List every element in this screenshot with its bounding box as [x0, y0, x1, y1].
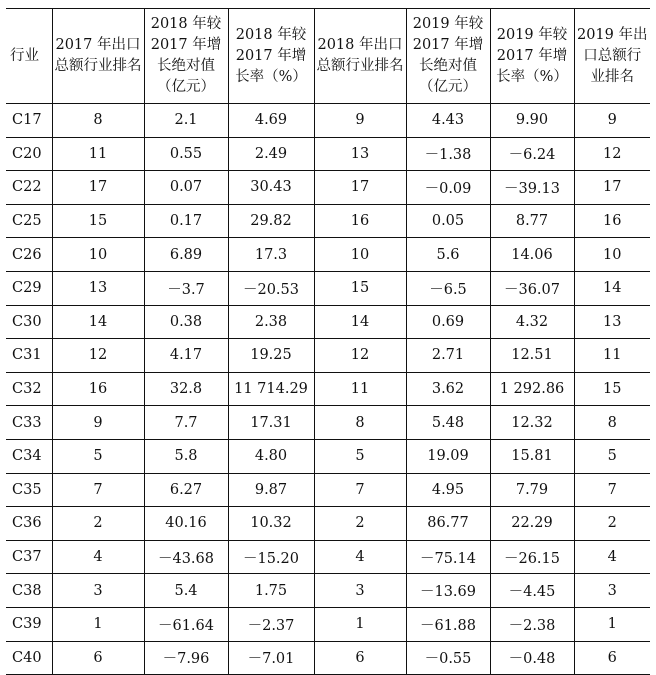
abs-growth-2018-cell: －61.64 — [144, 607, 228, 641]
table-row — [6, 641, 650, 675]
rank-2017-cell: 4 — [52, 540, 144, 574]
abs-growth-2019-cell: －61.88 — [406, 607, 490, 641]
abs-growth-2019-cell: －0.55 — [406, 641, 490, 675]
header-industry: 行业 — [6, 9, 52, 104]
rank-2019-cell: 13 — [574, 305, 650, 339]
header-2017-rank: 2017 年出口总额行业排名 — [52, 9, 144, 104]
rank-2018-cell: 15 — [314, 271, 406, 305]
table-row — [6, 439, 650, 473]
abs-growth-2018-cell: 6.27 — [144, 473, 228, 507]
industry-code-cell: C34 — [6, 439, 52, 473]
rank-2018-cell: 17 — [314, 171, 406, 205]
table-row — [6, 137, 650, 171]
abs-growth-2019-cell: 19.09 — [406, 439, 490, 473]
abs-growth-2018-cell: 5.4 — [144, 574, 228, 608]
growth-rate-2019-cell: －4.45 — [490, 574, 574, 608]
rank-2017-cell: 5 — [52, 439, 144, 473]
export-ranking-table — [6, 8, 650, 675]
table-row — [6, 574, 650, 608]
table-row — [6, 305, 650, 339]
rank-2018-cell: 3 — [314, 574, 406, 608]
rank-2019-cell: 8 — [574, 406, 650, 440]
industry-code-cell: C30 — [6, 305, 52, 339]
growth-rate-2018-cell: －15.20 — [228, 540, 314, 574]
growth-rate-2019-cell: 14.06 — [490, 238, 574, 272]
table-row — [6, 406, 650, 440]
rank-2019-cell: 16 — [574, 204, 650, 238]
growth-rate-2019-cell: －36.07 — [490, 271, 574, 305]
table-header — [6, 9, 650, 104]
abs-growth-2019-cell: 0.05 — [406, 204, 490, 238]
growth-rate-2018-cell: 2.38 — [228, 305, 314, 339]
rank-2018-cell: 11 — [314, 372, 406, 406]
industry-code-cell: C32 — [6, 372, 52, 406]
abs-growth-2018-cell: －3.7 — [144, 271, 228, 305]
growth-rate-2019-cell: 7.79 — [490, 473, 574, 507]
growth-rate-2019-cell: －6.24 — [490, 137, 574, 171]
growth-rate-2018-cell: 1.75 — [228, 574, 314, 608]
table-row — [6, 607, 650, 641]
growth-rate-2018-cell: 10.32 — [228, 507, 314, 541]
rank-2019-cell: 17 — [574, 171, 650, 205]
rank-2017-cell: 10 — [52, 238, 144, 272]
rank-2017-cell: 14 — [52, 305, 144, 339]
growth-rate-2018-cell: 9.87 — [228, 473, 314, 507]
abs-growth-2018-cell: 40.16 — [144, 507, 228, 541]
rank-2017-cell: 2 — [52, 507, 144, 541]
rank-2019-cell: 7 — [574, 473, 650, 507]
industry-code-cell: C40 — [6, 641, 52, 675]
table-row — [6, 238, 650, 272]
abs-growth-2018-cell: 2.1 — [144, 104, 228, 138]
abs-growth-2018-cell: 6.89 — [144, 238, 228, 272]
header-2019-rank: 2019 年出口总额行业排名 — [574, 9, 650, 104]
industry-code-cell: C36 — [6, 507, 52, 541]
growth-rate-2018-cell: 19.25 — [228, 339, 314, 373]
abs-growth-2019-cell: 2.71 — [406, 339, 490, 373]
industry-code-cell: C38 — [6, 574, 52, 608]
growth-rate-2018-cell: 4.69 — [228, 104, 314, 138]
rank-2017-cell: 16 — [52, 372, 144, 406]
rank-2017-cell: 15 — [52, 204, 144, 238]
abs-growth-2019-cell: 4.95 — [406, 473, 490, 507]
rank-2018-cell: 13 — [314, 137, 406, 171]
industry-code-cell: C39 — [6, 607, 52, 641]
rank-2017-cell: 13 — [52, 271, 144, 305]
growth-rate-2018-cell: －7.01 — [228, 641, 314, 675]
abs-growth-2018-cell: －7.96 — [144, 641, 228, 675]
rank-2019-cell: 4 — [574, 540, 650, 574]
header-2018-growth-rate: 2018 年较2017 年增长率（%） — [228, 9, 314, 104]
abs-growth-2018-cell: 0.07 — [144, 171, 228, 205]
header-2019-abs-growth: 2019 年较2017 年增长绝对值（亿元） — [406, 9, 490, 104]
table-row — [6, 507, 650, 541]
rank-2018-cell: 12 — [314, 339, 406, 373]
growth-rate-2018-cell: 17.31 — [228, 406, 314, 440]
abs-growth-2019-cell: －0.09 — [406, 171, 490, 205]
growth-rate-2019-cell: －26.15 — [490, 540, 574, 574]
growth-rate-2019-cell: 22.29 — [490, 507, 574, 541]
industry-code-cell: C37 — [6, 540, 52, 574]
rank-2019-cell: 6 — [574, 641, 650, 675]
rank-2019-cell: 1 — [574, 607, 650, 641]
table-row — [6, 339, 650, 373]
abs-growth-2019-cell: －1.38 — [406, 137, 490, 171]
rank-2019-cell: 5 — [574, 439, 650, 473]
rank-2019-cell: 2 — [574, 507, 650, 541]
industry-code-cell: C22 — [6, 171, 52, 205]
rank-2017-cell: 8 — [52, 104, 144, 138]
rank-2019-cell: 3 — [574, 574, 650, 608]
growth-rate-2019-cell: －39.13 — [490, 171, 574, 205]
industry-code-cell: C33 — [6, 406, 52, 440]
abs-growth-2019-cell: 0.69 — [406, 305, 490, 339]
header-row — [6, 9, 650, 104]
abs-growth-2018-cell: 7.7 — [144, 406, 228, 440]
abs-growth-2018-cell: 0.55 — [144, 137, 228, 171]
rank-2017-cell: 7 — [52, 473, 144, 507]
industry-code-cell: C25 — [6, 204, 52, 238]
growth-rate-2018-cell: 30.43 — [228, 171, 314, 205]
rank-2019-cell: 12 — [574, 137, 650, 171]
industry-code-cell: C17 — [6, 104, 52, 138]
rank-2018-cell: 2 — [314, 507, 406, 541]
growth-rate-2019-cell: 1 292.86 — [490, 372, 574, 406]
rank-2017-cell: 3 — [52, 574, 144, 608]
abs-growth-2019-cell: 5.48 — [406, 406, 490, 440]
abs-growth-2018-cell: 0.38 — [144, 305, 228, 339]
table-row — [6, 372, 650, 406]
header-2018-rank: 2018 年出口总额行业排名 — [314, 9, 406, 104]
rank-2017-cell: 17 — [52, 171, 144, 205]
industry-code-cell: C29 — [6, 271, 52, 305]
abs-growth-2018-cell: 5.8 — [144, 439, 228, 473]
rank-2017-cell: 6 — [52, 641, 144, 675]
abs-growth-2019-cell: 86.77 — [406, 507, 490, 541]
table-row — [6, 473, 650, 507]
table-row — [6, 104, 650, 138]
rank-2018-cell: 8 — [314, 406, 406, 440]
rank-2019-cell: 9 — [574, 104, 650, 138]
rank-2019-cell: 11 — [574, 339, 650, 373]
industry-code-cell: C31 — [6, 339, 52, 373]
rank-2017-cell: 9 — [52, 406, 144, 440]
table-row — [6, 271, 650, 305]
rank-2018-cell: 4 — [314, 540, 406, 574]
growth-rate-2019-cell: 4.32 — [490, 305, 574, 339]
growth-rate-2018-cell: 4.80 — [228, 439, 314, 473]
growth-rate-2018-cell: 29.82 — [228, 204, 314, 238]
rank-2017-cell: 1 — [52, 607, 144, 641]
industry-code-cell: C26 — [6, 238, 52, 272]
growth-rate-2018-cell: －20.53 — [228, 271, 314, 305]
rank-2018-cell: 5 — [314, 439, 406, 473]
abs-growth-2019-cell: －6.5 — [406, 271, 490, 305]
abs-growth-2019-cell: 3.62 — [406, 372, 490, 406]
rank-2019-cell: 15 — [574, 372, 650, 406]
rank-2018-cell: 1 — [314, 607, 406, 641]
abs-growth-2019-cell: －13.69 — [406, 574, 490, 608]
growth-rate-2018-cell: －2.37 — [228, 607, 314, 641]
growth-rate-2019-cell: 15.81 — [490, 439, 574, 473]
growth-rate-2019-cell: 8.77 — [490, 204, 574, 238]
header-2019-growth-rate: 2019 年较2017 年增长率（%） — [490, 9, 574, 104]
abs-growth-2019-cell: －75.14 — [406, 540, 490, 574]
rank-2018-cell: 6 — [314, 641, 406, 675]
growth-rate-2018-cell: 17.3 — [228, 238, 314, 272]
abs-growth-2018-cell: 0.17 — [144, 204, 228, 238]
table-row — [6, 540, 650, 574]
header-2018-abs-growth: 2018 年较2017 年增长绝对值（亿元） — [144, 9, 228, 104]
growth-rate-2019-cell: 12.51 — [490, 339, 574, 373]
table-body — [6, 104, 650, 675]
abs-growth-2018-cell: 4.17 — [144, 339, 228, 373]
rank-2018-cell: 16 — [314, 204, 406, 238]
rank-2018-cell: 14 — [314, 305, 406, 339]
industry-code-cell: C20 — [6, 137, 52, 171]
rank-2017-cell: 11 — [52, 137, 144, 171]
abs-growth-2019-cell: 4.43 — [406, 104, 490, 138]
rank-2018-cell: 7 — [314, 473, 406, 507]
growth-rate-2019-cell: －0.48 — [490, 641, 574, 675]
abs-growth-2019-cell: 5.6 — [406, 238, 490, 272]
growth-rate-2019-cell: －2.38 — [490, 607, 574, 641]
growth-rate-2018-cell: 2.49 — [228, 137, 314, 171]
rank-2019-cell: 14 — [574, 271, 650, 305]
rank-2018-cell: 10 — [314, 238, 406, 272]
table-row — [6, 204, 650, 238]
rank-2019-cell: 10 — [574, 238, 650, 272]
growth-rate-2019-cell: 9.90 — [490, 104, 574, 138]
growth-rate-2019-cell: 12.32 — [490, 406, 574, 440]
abs-growth-2018-cell: 32.8 — [144, 372, 228, 406]
growth-rate-2018-cell: 11 714.29 — [228, 372, 314, 406]
rank-2018-cell: 9 — [314, 104, 406, 138]
industry-code-cell: C35 — [6, 473, 52, 507]
table-row — [6, 171, 650, 205]
abs-growth-2018-cell: －43.68 — [144, 540, 228, 574]
rank-2017-cell: 12 — [52, 339, 144, 373]
